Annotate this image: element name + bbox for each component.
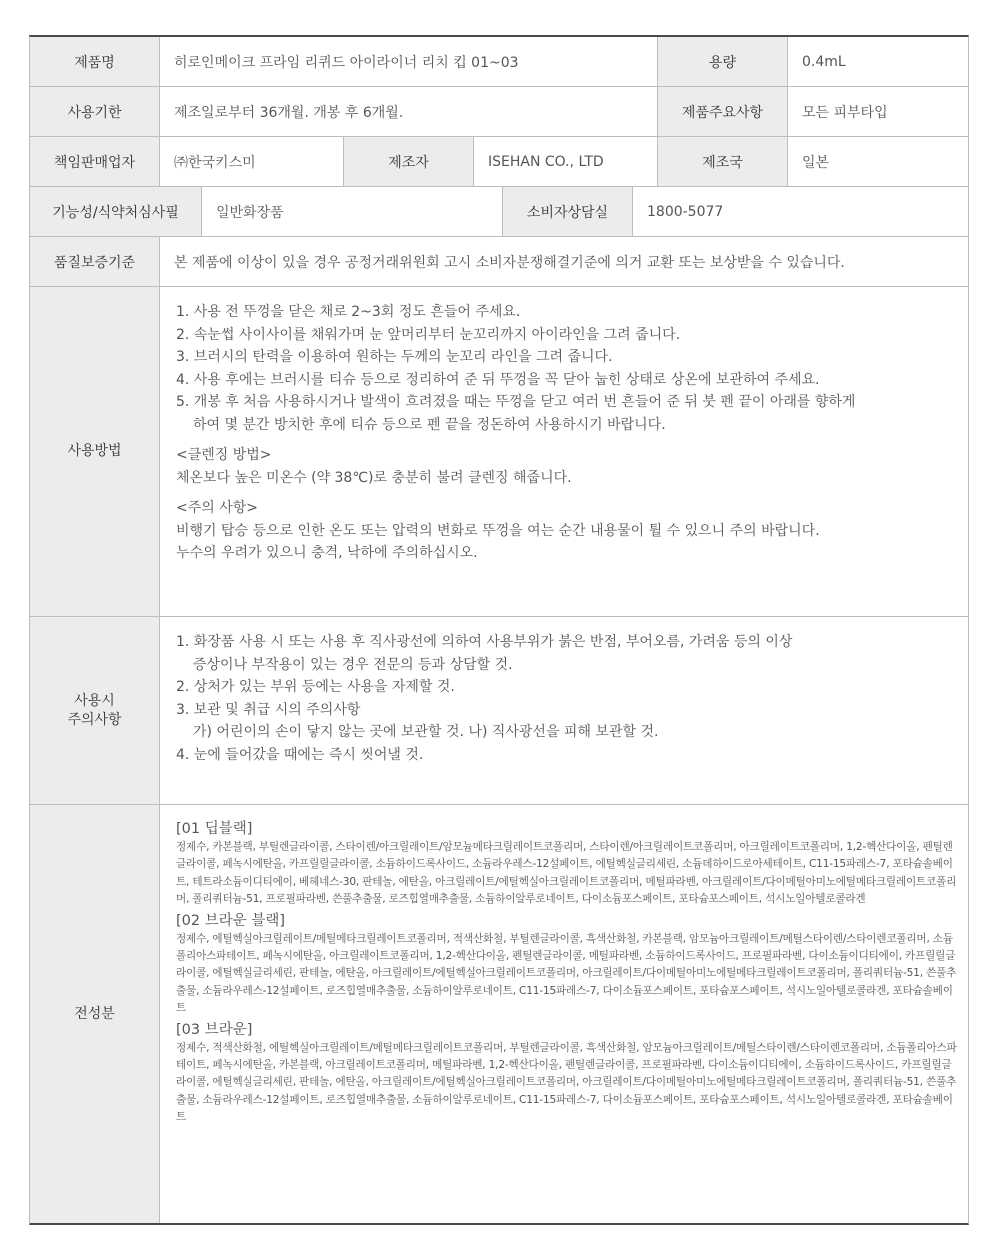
caution-title: <주의 사항> (176, 500, 259, 516)
value-volume: 0.4mL (788, 37, 968, 86)
value-quality: 본 제품에 이상이 있을 경우 공정거래위원회 고시 소비자분쟁해결기준에 의거 교환 또는 보상받을 수 있습니다. (160, 237, 968, 286)
precaution-3: 3. 보관 및 취급 시의 주의사항 (176, 701, 361, 718)
value-maker: ISEHAN CO., LTD (474, 137, 658, 186)
table-frame (29, 35, 969, 1225)
value-functional: 일반화장품 (202, 187, 503, 236)
ingredient-list-03: 정제수, 적색산화철, 에틸헥실아크릴레이트/메틸메타크릴레이트코폴리머, 부틸렌글라이콜, 흑색산화철, 암모늄아크릴레이트/메틸스타이렌/스타이렌코폴리머, 소듐폴리아스파테이트, 페녹시에탄올, 카본블랙, 아크릴레이트코폴리머, 메틸파라벤, 1,2-헥산다이올, 펜틸렌글라이콜, 프로필파라벤, 다이소듐이디티에이, 소듐하이드록사이드, 카프릴릴글라이콜, 에틸헥실글리세린, 판테놀, 에탄올, 아크릴레이트/에틸헥실아크릴레이트코폴리머, 아크릴레이트/다이메틸아미노에틸메타크릴레이트코폴리머, 폴리쿼터늄-51, 쓴풀추출물, 소듐라우레스-12설페이트, 로즈힙열매추출물, 소듐하이알루로네이트, C11-15파레스-7, 다이소듐포스페이트, 포타슘포스페이트, 석시노일아텔로콜라겐, 포타슘솔베이트 (176, 1041, 957, 1124)
ingredient-title-01: [01 딥블랙] (176, 821, 253, 837)
value-expiry: 제조일로부터 36개월. 개봉 후 6개월. (160, 87, 658, 136)
value-seller: ㈜한국키스미 (160, 137, 344, 186)
ingredients-content (160, 805, 968, 1223)
table-row-product-name (30, 37, 968, 87)
caution-line-2: 누수의 우려가 있으니 충격, 낙하에 주의하십시오. (176, 545, 478, 561)
label-product-name: 제품명 (30, 37, 160, 86)
product-info-table (29, 35, 969, 1225)
ingredient-title-02: [02 브라운 블랙] (176, 912, 286, 929)
table-row-functional (30, 187, 968, 237)
precaution-3-sub: 가) 어린이의 손이 닿지 않는 곳에 보관할 것. 나) 직사광선을 피해 보관할 것. (193, 724, 659, 740)
label-usage: 사용방법 (30, 287, 160, 616)
label-precautions-line2: 주의사항 (67, 711, 122, 728)
table-row-quality (30, 237, 968, 287)
label-expiry: 사용기한 (30, 87, 160, 136)
precaution-1: 1. 화장품 사용 시 또는 사용 후 직사광선에 의하여 사용부위가 붉은 반점, 부어오름, 가려움 등의 이상 (176, 634, 793, 650)
cleansing-title: <클렌징 방법> (176, 447, 272, 463)
precaution-1-cont: 증상이나 부작용이 있는 경우 전문의 등과 상담할 것. (193, 656, 513, 673)
usage-step-5-cont: 하여 몇 분간 방치한 후에 티슈 등으로 펜 끝을 정돈하여 사용하시기 바랍니다. (193, 416, 666, 433)
usage-step-4: 4. 사용 후에는 브러시를 티슈 등으로 정리하여 준 뒤 뚜껑을 꼭 닫아 눕힌 상태로 상온에 보관하여 주세요. (176, 371, 820, 388)
ingredient-list-01: 정제수, 카본블랙, 부틸렌글라이콜, 스타이렌/아크릴레이트/암모늄메타크릴레이트코폴리머, 스타이렌/아크릴레이트코폴리머, 아크릴레이트코폴리머, 1,2-헥산다이올, 펜틸렌글라이콜, 페녹시에탄올, 카프릴릴글라이콜, 소듐하이드록사이드, 소듐라우레스-12설페이트, 에틸헥실글리세린, 소듐데하이드로아세테이트, C11-15파레스-7, 포타슘솔베이트, 테트라소듐이디티에이, 베헤네스-30, 판테놀, 에탄올, 아크릴레이트/에틸헥실아크릴레이트코폴리머, 메틸파라벤, 아크릴레이트/다이메틸아미노에틸메타크릴레이트코폴리머, 폴리쿼터늄-51, 프로필파라벤, 쓴풀추출물, 로즈힙열매추출물, 소듐하이알루로네이트, 다이소듐포스페이트, 포타슘포스페이트, 석시노일아텔로콜라겐 (176, 841, 957, 906)
value-spec: 모든 피부타입 (788, 87, 968, 136)
precautions-content (160, 617, 968, 804)
ingredient-list-02: 정제수, 에틸헥실아크릴레이트/메틸메타크릴레이트코폴리머, 적색산화철, 부틸렌글라이콜, 흑색산화철, 카본블랙, 암모늄아크릴레이트/메틸스타이렌/스타이렌코폴리머, 소듐폴리아스파테이트, 페녹시에탄올, 아크릴레이트코폴리머, 1,2-헥산다이올, 펜틸렌글라이콜, 메틸파라벤, 소듐하이드록사이드, 프로필파라벤, 다이소듐이디티에이, 카프릴릴글라이콜, 에틸헥실글리세린, 판테놀, 에탄올, 아크릴레이트/에틸헥실아크릴레이트코폴리머, 아크릴레이트/다이메틸아미노에틸메타크릴레이트코폴리머, 폴리쿼터늄-51, 쓴풀추출물, 소듐라우레스-12설페이트, 로즈힙열매추출물, 소듐하이알루로네이트, C11-15파레스-7, 다이소듐포스페이트, 포타슘포스페이트, 석시노일아텔로콜라겐, 포타슘솔베이트 (176, 932, 957, 1015)
label-country: 제조국 (658, 137, 788, 186)
label-ingredients: 전성분 (30, 805, 160, 1223)
label-precautions (30, 617, 160, 804)
label-functional: 기능성/식약처심사필 (30, 187, 202, 236)
label-consumer-center: 소비자상담실 (503, 187, 633, 236)
value-consumer-center: 1800-5077 (633, 187, 968, 236)
value-product-name: 히로인메이크 프라임 리퀴드 아이라이너 리치 킵 01~03 (160, 37, 658, 86)
table-row-seller (30, 137, 968, 187)
usage-step-5: 5. 개봉 후 처음 사용하시거나 발색이 흐려졌을 때는 뚜껑을 닫고 여러 번 흔들어 준 뒤 붓 펜 끝이 아래를 향하게 (176, 394, 856, 410)
label-volume: 용량 (658, 37, 788, 86)
precaution-2: 2. 상처가 있는 부위 등에는 사용을 자제할 것. (176, 679, 455, 695)
usage-step-1: 1. 사용 전 뚜껑을 닫은 채로 2~3회 정도 흔들어 주세요. (176, 304, 521, 320)
caution-line-1: 비행기 탑승 등으로 인한 온도 또는 압력의 변화로 뚜껑을 여는 순간 내용물이 튈 수 있으니 주의 바랍니다. (176, 522, 820, 539)
cleansing-text: 체온보다 높은 미온수 (약 38℃)로 충분히 불려 클렌징 해줍니다. (176, 469, 572, 486)
label-maker: 제조자 (344, 137, 474, 186)
label-precautions-line1: 사용시 (74, 693, 115, 710)
ingredient-title-03: [03 브라운] (176, 1021, 253, 1038)
value-country: 일본 (788, 137, 968, 186)
table-row-ingredients (30, 805, 968, 1223)
usage-step-2: 2. 속눈썹 사이사이를 채워가며 눈 앞머리부터 눈꼬리까지 아이라인을 그려 줍니다. (176, 326, 681, 343)
table-row-precautions (30, 617, 968, 805)
label-quality: 품질보증기준 (30, 237, 160, 286)
label-seller: 책임판매업자 (30, 137, 160, 186)
label-spec: 제품주요사항 (658, 87, 788, 136)
usage-step-3: 3. 브러시의 탄력을 이용하여 원하는 두께의 눈꼬리 라인을 그려 줍니다. (176, 349, 613, 365)
precaution-4: 4. 눈에 들어갔을 때에는 즉시 씻어낼 것. (176, 746, 424, 763)
usage-content (160, 287, 968, 616)
table-row-usage (30, 287, 968, 617)
table-row-expiry (30, 87, 968, 137)
